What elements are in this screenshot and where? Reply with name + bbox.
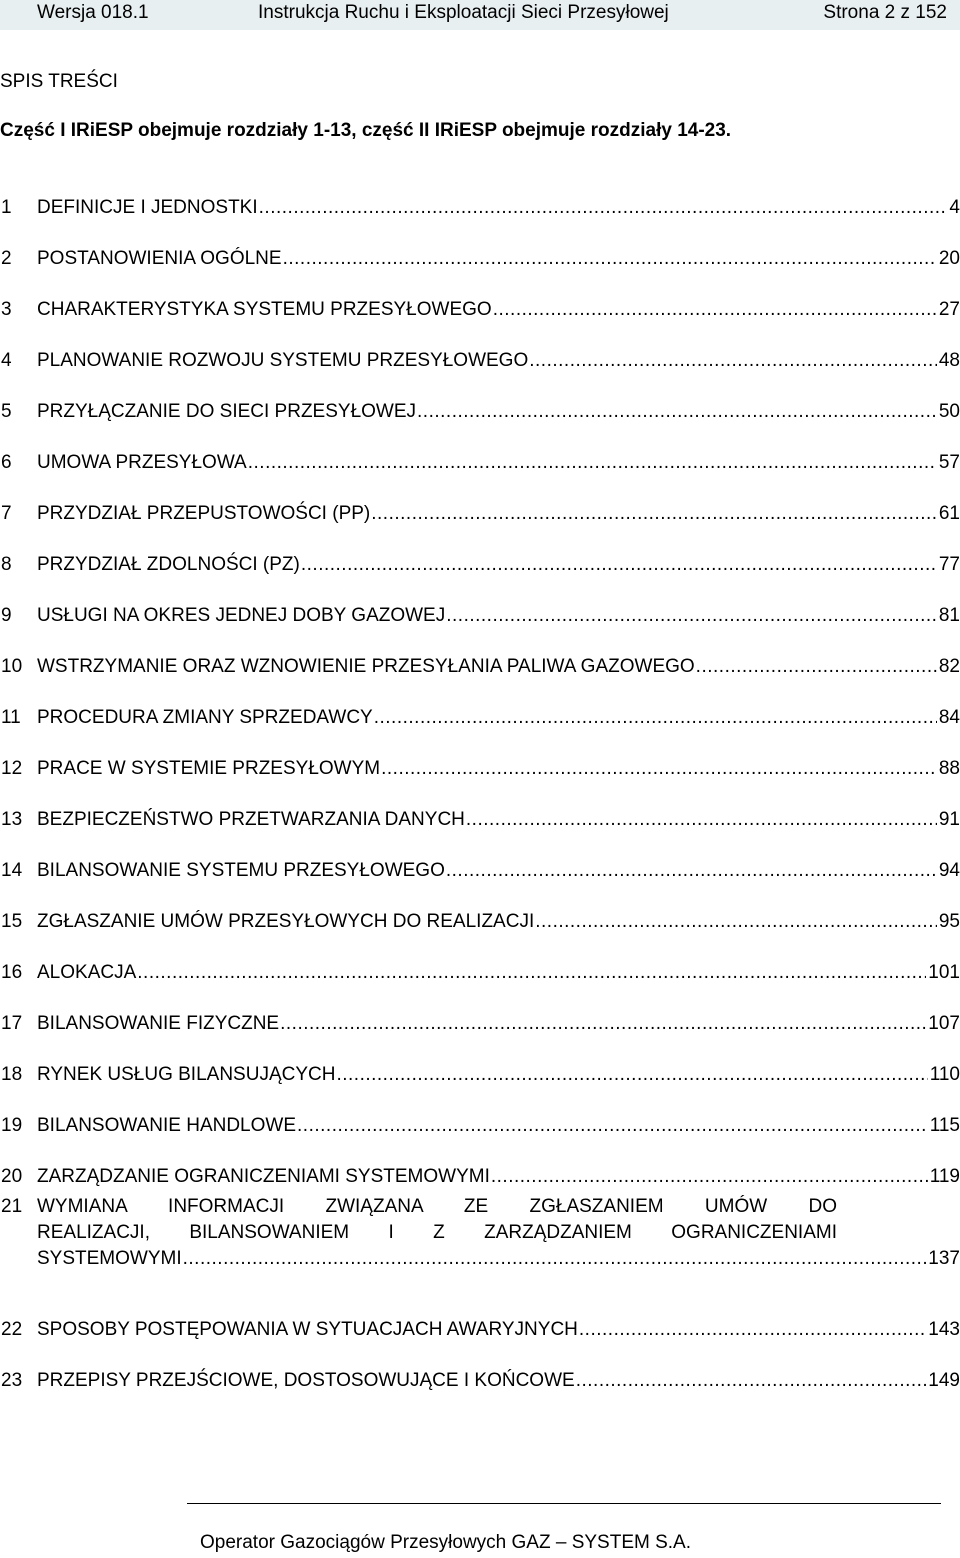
toc-entry-number: 10 [1,656,23,677]
toc-dot-leader [137,960,926,986]
toc-entry-number: 22 [1,1319,23,1340]
toc-entry-title-line: WYMIANA INFORMACJI ZWIĄZANA ZE ZGŁASZANIEM UMÓW DO [37,1196,837,1217]
toc-entry-title: PROCEDURA ZMIANY SPRZEDAWCY [37,707,373,728]
toc-entry[interactable] [0,986,960,1037]
toc-entry-title: PRZYDZIAŁ PRZEPUSTOWOŚCI (PP) [37,503,371,524]
toc-entry-page: 50 [938,401,960,422]
toc-entry[interactable] [0,1343,960,1394]
toc-entry-page: 81 [938,605,960,626]
toc-entry-page: 101 [928,962,960,983]
toc-entry-number: 21 [1,1196,23,1217]
toc-dot-leader [283,246,937,272]
toc-entry-page: 115 [929,1115,960,1136]
toc-entry-page: 95 [938,911,960,932]
toc-entry[interactable] [0,731,960,782]
toc-entry-number: 6 [1,452,12,473]
footer-divider [187,1503,941,1504]
toc-entry-title: PRZEPISY PRZEJŚCIOWE, DOSTOSOWUJĄCE I KOŃCOWE [37,1370,575,1391]
toc-entry-title: PRZYDZIAŁ ZDOLNOŚCI (PZ) [37,554,300,575]
toc-entry-title-line: REALIZACJI, BILANSOWANIEM I Z ZARZĄDZANIEM OGRANICZENIAMI [37,1222,837,1243]
toc-dot-leader [696,654,937,680]
toc-entry[interactable] [0,170,960,221]
toc-entry[interactable] [0,884,960,935]
toc-entry[interactable] [0,629,960,680]
toc-entry-title: ZARZĄDZANIE OGRANICZENIAMI SYSTEMOWYMI [37,1166,490,1187]
toc-entry-number: 3 [1,299,12,320]
toc-entry-title: ALOKACJA [37,962,137,983]
toc-entry-title: PLANOWANIE ROZWOJU SYSTEMU PRZESYŁOWEGO [37,350,529,371]
toc-entry[interactable] [0,221,960,272]
toc-dot-leader [336,1062,927,1088]
toc-entry-page: 110 [929,1064,960,1085]
toc-entry[interactable] [0,935,960,986]
toc-entry[interactable] [0,1139,960,1190]
toc-entry-title: POSTANOWIENIA OGÓLNE [37,248,282,269]
toc-entry-page: 94 [938,860,960,881]
toc-entry-number: 4 [1,350,12,371]
toc-dot-leader [297,1113,928,1139]
toc-dot-leader [280,1011,926,1037]
toc-entry[interactable] [0,1190,960,1292]
toc-entry-page: 84 [938,707,960,728]
toc-entry-page: 119 [929,1166,960,1187]
toc-entry-title: CHARAKTERYSTYKA SYSTEMU PRZESYŁOWEGO [37,299,492,320]
toc-entry-title: ZGŁASZANIE UMÓW PRZESYŁOWYCH DO REALIZACJI [37,911,535,932]
toc-dot-leader [183,1246,927,1272]
toc-entry-number: 16 [1,962,23,983]
toc-dot-leader [535,909,937,935]
version-label: Wersja 018.1 [37,2,149,23]
toc-entry-page: 77 [938,554,960,575]
toc-dot-leader [576,1368,927,1394]
toc-entry-page: 61 [938,503,960,524]
toc-entry[interactable] [0,1088,960,1139]
toc-entry-number: 8 [1,554,12,575]
document-title: Instrukcja Ruchu i Eksploatacji Sieci Przesyłowej [258,2,669,23]
toc-dot-leader [381,756,937,782]
toc-entry-page: 91 [938,809,960,830]
toc-dot-leader [446,603,937,629]
toc-entry-title: SPOSOBY POSTĘPOWANIA W SYTUACJACH AWARYJNYCH [37,1319,578,1340]
toc-dot-leader [493,297,937,323]
toc-entry[interactable] [0,782,960,833]
toc-entry-number: 20 [1,1166,23,1187]
toc-entry[interactable] [0,323,960,374]
toc-dot-leader [301,552,937,578]
toc-dot-leader [446,858,937,884]
toc-entry[interactable] [0,833,960,884]
toc-entry[interactable] [0,476,960,527]
toc-entry-title: BEZPIECZEŃSTWO PRZETWARZANIA DANYCH [37,809,465,830]
toc-entry-page: 4 [949,197,960,218]
toc-entry-title: PRZYŁĄCZANIE DO SIECI PRZESYŁOWEJ [37,401,417,422]
toc-entry-number: 18 [1,1064,23,1085]
toc-entry-number: 17 [1,1013,23,1034]
toc-entry-number: 13 [1,809,23,830]
toc-heading: SPIS TREŚCI [0,71,118,92]
toc-entry-title: UMOWA PRZESYŁOWA [37,452,247,473]
page-footer: Operator Gazociągów Przesyłowych GAZ – SYSTEM S.A. [200,1532,692,1553]
toc-entry-page: 27 [938,299,960,320]
table-of-contents [0,170,960,1394]
toc-entry-title: USŁUGI NA OKRES JEDNEJ DOBY GAZOWEJ [37,605,446,626]
toc-entry-page: 20 [938,248,960,269]
toc-dot-leader [417,399,937,425]
toc-entry-title: BILANSOWANIE HANDLOWE [37,1115,297,1136]
toc-entry-number: 19 [1,1115,23,1136]
toc-entry-number: 14 [1,860,23,881]
toc-entry-number: 2 [1,248,12,269]
toc-entry-number: 7 [1,503,12,524]
toc-entry-number: 12 [1,758,23,779]
toc-entry-page: 82 [938,656,960,677]
toc-entry-page: 48 [938,350,960,371]
toc-entry-title: DEFINICJE I JEDNOSTKI [37,197,258,218]
toc-entry-title: WSTRZYMANIE ORAZ WZNOWIENIE PRZESYŁANIA PALIWA GAZOWEGO [37,656,695,677]
toc-entry-page: 88 [938,758,960,779]
toc-entry-title-line: SYSTEMOWYMI [37,1248,182,1269]
toc-entry[interactable] [0,680,960,731]
toc-entry[interactable] [0,425,960,476]
toc-entry-page: 107 [928,1013,960,1034]
toc-dot-leader [374,705,937,731]
toc-entry-page: 137 [928,1248,960,1269]
toc-entry-title: PRACE W SYSTEMIE PRZESYŁOWYM [37,758,381,779]
toc-entry[interactable] [0,1292,960,1343]
toc-entry-page: 149 [928,1370,960,1391]
toc-subtitle: Część I IRiESP obejmuje rozdziały 1-13, część II IRiESP obejmuje rozdziały 14-23. [0,120,732,141]
toc-entry-number: 15 [1,911,23,932]
page-header [0,0,960,30]
toc-dot-leader [579,1317,926,1343]
toc-entry[interactable] [0,578,960,629]
toc-dot-leader [491,1164,928,1190]
toc-dot-leader [259,195,948,221]
toc-entry-title: RYNEK USŁUG BILANSUJĄCYCH [37,1064,336,1085]
toc-entry-title: BILANSOWANIE FIZYCZNE [37,1013,280,1034]
page-indicator: Strona 2 z 152 [823,2,947,23]
toc-entry[interactable] [0,1037,960,1088]
toc-entry-number: 11 [1,707,21,728]
toc-entry[interactable] [0,272,960,323]
toc-entry-number: 9 [1,605,12,626]
toc-entry-number: 5 [1,401,12,422]
toc-entry-page: 143 [928,1319,960,1340]
toc-entry-title: BILANSOWANIE SYSTEMU PRZESYŁOWEGO [37,860,445,881]
toc-dot-leader [466,807,937,833]
toc-dot-leader [371,501,937,527]
toc-entry[interactable] [0,374,960,425]
toc-entry-page: 57 [938,452,960,473]
toc-entry-number: 23 [1,1370,23,1391]
toc-dot-leader [248,450,937,476]
toc-entry-number: 1 [1,197,12,218]
toc-entry[interactable] [0,527,960,578]
toc-dot-leader [529,348,937,374]
